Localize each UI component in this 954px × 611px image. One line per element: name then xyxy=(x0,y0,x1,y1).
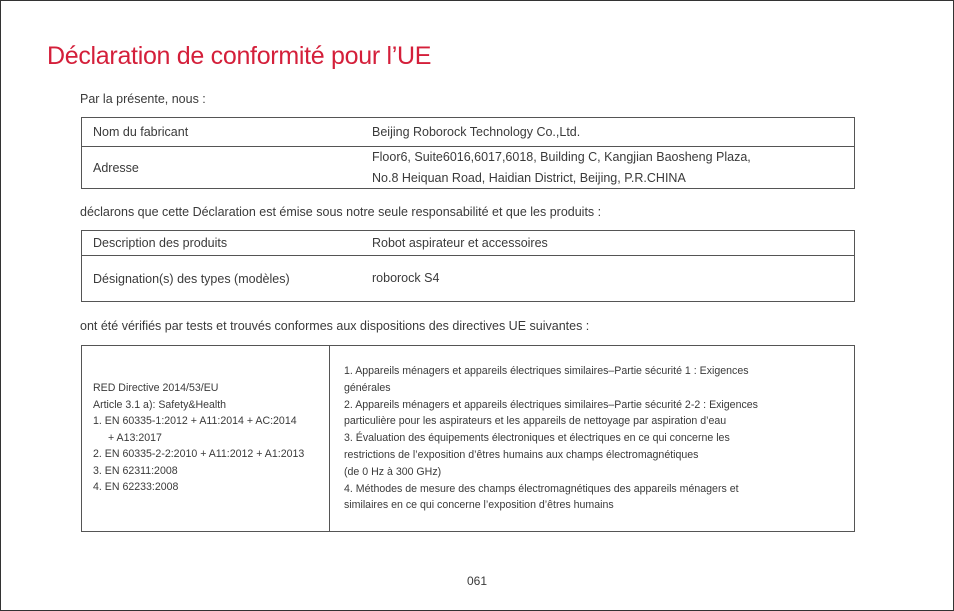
address-line-1: Floor6, Suite6016,6017,6018, Building C, Kangjian Baosheng Plaza, xyxy=(372,149,751,164)
page-title: Déclaration de conformité pour l’UE xyxy=(47,42,432,70)
manufacturer-name-value: Beijing Roborock Technology Co.,Ltd. xyxy=(372,124,581,139)
directive-line: 3. EN 62311:2008 xyxy=(93,464,178,477)
description-line: (de 0 Hz à 300 GHz) xyxy=(344,465,442,478)
model-value: roborock S4 xyxy=(372,271,440,285)
declaration-sentence: déclarons que cette Déclaration est émise sous notre seule responsabilité et que les produits : xyxy=(80,205,602,219)
product-description-label: Description des produits xyxy=(93,236,228,250)
model-label: Désignation(s) des types (modèles) xyxy=(93,271,290,286)
manufacturer-table xyxy=(81,117,855,189)
address-label: Adresse xyxy=(93,160,139,175)
page-number: 061 xyxy=(466,574,488,588)
intro-text: Par la présente, nous : xyxy=(80,92,206,106)
description-line: 3. Évaluation des équipements électroniques et électriques en ce qui concerne les xyxy=(344,432,730,445)
verification-sentence: ont été vérifiés par tests et trouvés conformes aux dispositions des directives UE suivantes : xyxy=(80,319,590,333)
manufacturer-name-row xyxy=(82,118,854,146)
directive-line: RED Directive 2014/53/EU xyxy=(93,382,219,394)
model-row xyxy=(82,255,854,301)
directives-standards-column xyxy=(82,346,330,531)
product-description-row xyxy=(82,231,854,255)
directives-descriptions-column xyxy=(330,346,854,531)
directive-line: Article 3.1 a): Safety&Health xyxy=(93,398,227,411)
description-line: 2. Appareils ménagers et appareils électriques similaires–Partie sécurité 2-2 : Exigences xyxy=(344,398,758,411)
product-table xyxy=(81,230,855,302)
directives-table xyxy=(81,345,855,532)
description-line: générales xyxy=(344,381,391,394)
description-line: particulière pour les aspirateurs et les appareils de nettoyage par aspiration d’eau xyxy=(344,415,727,428)
directive-line: 4. EN 62233:2008 xyxy=(93,481,179,493)
address-line-2: No.8 Heiquan Road, Haidian District, Beijing, P.R.CHINA xyxy=(372,170,686,185)
address-row xyxy=(82,146,854,188)
description-line: restrictions de l’exposition d’êtres humains aux champs électromagnétiques xyxy=(344,448,699,461)
description-line: 1. Appareils ménagers et appareils électriques similaires–Partie sécurité 1 : Exigences xyxy=(344,365,749,377)
directive-line: + A13:2017 xyxy=(108,431,162,444)
description-line: similaires en ce qui concerne l’exposition d’êtres humains xyxy=(344,499,614,512)
description-line: 4. Méthodes de mesure des champs électromagnétiques des appareils ménagers et xyxy=(344,482,739,495)
directive-line: 2. EN 60335-2-2:2010 + A11:2012 + A1:2013 xyxy=(93,448,305,460)
directive-line: 1. EN 60335-1:2012 + A11:2014 + AC:2014 xyxy=(93,415,297,427)
address-value xyxy=(372,147,854,188)
product-description-value: Robot aspirateur et accessoires xyxy=(372,235,548,250)
manufacturer-name-label: Nom du fabricant xyxy=(93,125,189,139)
